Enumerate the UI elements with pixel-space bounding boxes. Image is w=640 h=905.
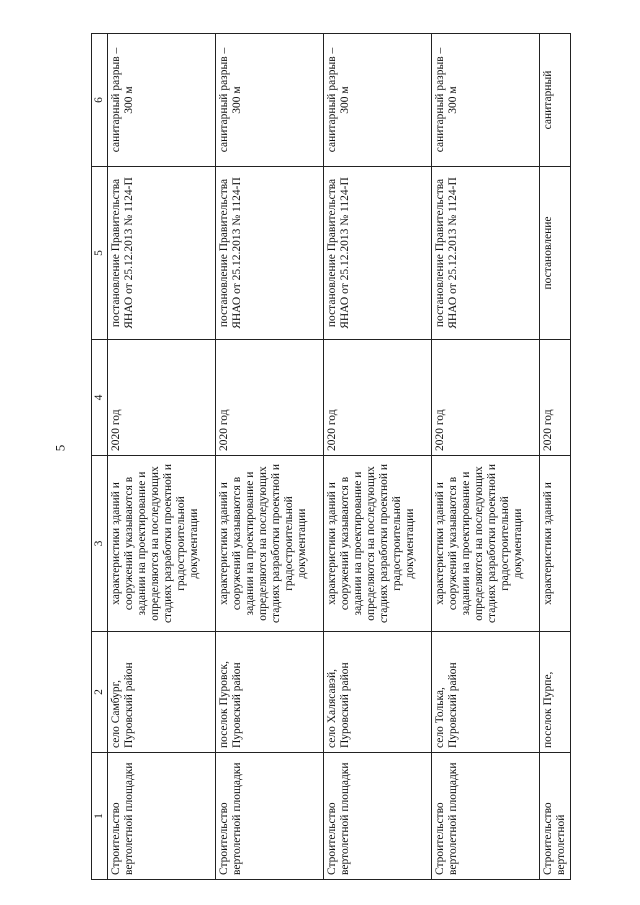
characteristics-cell: характеристики зданий и сооружений указываются в задании на проектирование и определяются на последующих стадиях разработки проектной и градостроительной документации <box>216 456 324 632</box>
basis-cell: постановление <box>540 167 571 340</box>
page-number: 5 <box>52 444 68 452</box>
header-cell-6: 6 <box>92 34 108 167</box>
header-cell-5: 5 <box>92 167 108 340</box>
object-name-cell: Строительство вертолетной <box>540 753 571 880</box>
location-cell: село Самбург, Пуровский район <box>108 632 216 753</box>
characteristics-cell: характеристики зданий и <box>540 456 571 632</box>
location-cell: село Толька, Пуровский район <box>432 632 540 753</box>
objects-table <box>91 33 571 880</box>
table-row <box>324 34 432 880</box>
basis-cell: постановление Правительства ЯНАО от 25.12.2013 № 1124-П <box>216 167 324 340</box>
zone-cell: санитарный разрыв – 300 м <box>216 34 324 167</box>
basis-cell: постановление Правительства ЯНАО от 25.12.2013 № 1124-П <box>324 167 432 340</box>
header-cell-2: 2 <box>92 632 108 753</box>
location-cell: поселок Пурпе, <box>540 632 571 753</box>
characteristics-cell: характеристики зданий и сооружений указываются в задании на проектирование и определяются на последующих стадиях разработки проектной и градостроительной документации <box>324 456 432 632</box>
deadline-cell: 2020 год <box>432 340 540 456</box>
zone-cell: санитарный <box>540 34 571 167</box>
object-name-cell: Строительство вертолетной площадки <box>108 753 216 880</box>
basis-cell: постановление Правительства ЯНАО от 25.12.2013 № 1124-П <box>108 167 216 340</box>
table-row <box>216 34 324 880</box>
zone-cell: санитарный разрыв – 300 м <box>324 34 432 167</box>
header-cell-1: 1 <box>92 753 108 880</box>
header-cell-3: 3 <box>92 456 108 632</box>
header-row <box>92 34 108 880</box>
characteristics-cell: характеристики зданий и сооружений указываются в задании на проектирование и определяются на последующих стадиях разработки проектной и градостроительной документации <box>108 456 216 632</box>
deadline-cell: 2020 год <box>324 340 432 456</box>
basis-cell: постановление Правительства ЯНАО от 25.12.2013 № 1124-П <box>432 167 540 340</box>
header-cell-4: 4 <box>92 340 108 456</box>
zone-cell: санитарный разрыв – 300 м <box>108 34 216 167</box>
table-rotator <box>91 34 597 880</box>
table-row-partial <box>540 34 571 880</box>
deadline-cell: 2020 год <box>216 340 324 456</box>
location-cell: село Халясавэй, Пуровский район <box>324 632 432 753</box>
rotated-table-stage <box>91 34 597 880</box>
deadline-cell: 2020 год <box>108 340 216 456</box>
location-cell: поселок Пуровск, Пуровский район <box>216 632 324 753</box>
table-row <box>432 34 540 880</box>
zone-cell: санитарный разрыв – 300 м <box>432 34 540 167</box>
characteristics-cell: характеристики зданий и сооружений указываются в задании на проектирование и определяются на последующих стадиях разработки проектной и градостроительной документации <box>432 456 540 632</box>
object-name-cell: Строительство вертолетной площадки <box>216 753 324 880</box>
deadline-cell: 2020 год <box>540 340 571 456</box>
table-row <box>108 34 216 880</box>
object-name-cell: Строительство вертолетной площадки <box>324 753 432 880</box>
object-name-cell: Строительство вертолетной площадки <box>432 753 540 880</box>
